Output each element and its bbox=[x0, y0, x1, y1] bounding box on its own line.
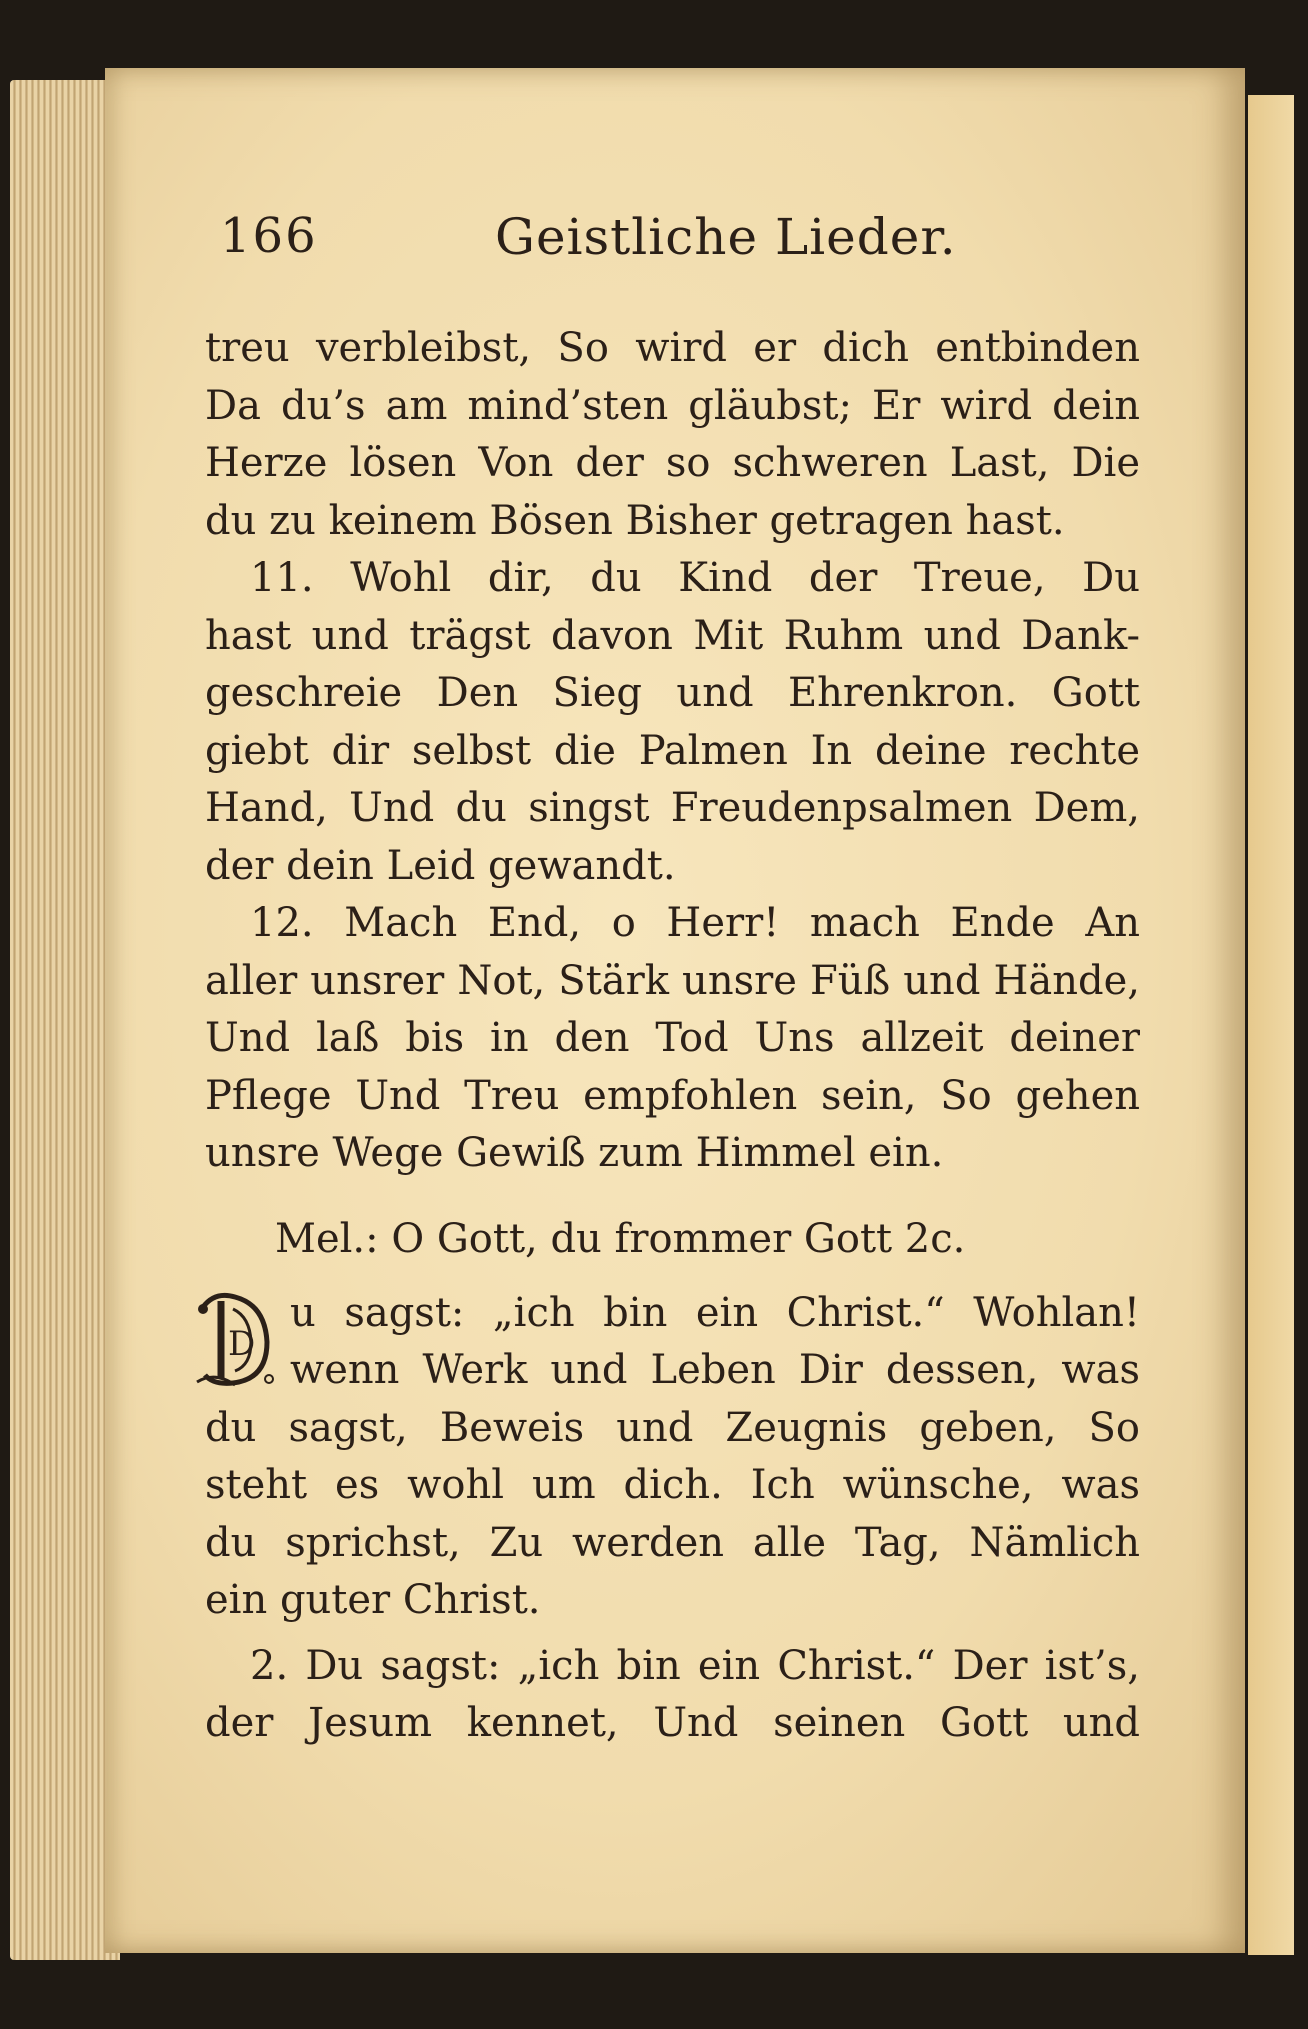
ornamental-initial-icon bbox=[195, 1287, 280, 1392]
text-line: Hand, Und du singst Freudenpsalmen Dem, bbox=[205, 785, 1140, 831]
text-line: giebt dir selbst die Palmen In deine rechte bbox=[205, 727, 1140, 774]
text-line: unsre Wege Gewiß zum Himmel ein. bbox=[205, 1130, 944, 1176]
page-header bbox=[220, 208, 1120, 278]
text-line: 2. Du sagst: „ich bin ein Christ.“ Der ist’s, bbox=[250, 1642, 1140, 1689]
text-line: Und laß bis in den Tod Uns allzeit deiner bbox=[205, 1015, 1140, 1061]
text-line: der Jesum kennet, Und seinen Gott und bbox=[205, 1700, 1140, 1746]
text-line: hast und trägst davon Mit Ruhm und Dank- bbox=[205, 612, 1140, 659]
text-line: wenn Werk und Leben Dir dessen, was bbox=[290, 1347, 1140, 1393]
text-line: Da du’s am mind’sten gläubst; Er wird dein bbox=[205, 382, 1140, 429]
svg-text:D: D bbox=[228, 1323, 256, 1364]
text-line: der dein Leid gewandt. bbox=[205, 842, 676, 889]
text-line: du sprichst, Zu werden alle Tag, Nämlich bbox=[205, 1519, 1140, 1566]
text-line: geschreie Den Sieg und Ehrenkron. Gott bbox=[205, 670, 1140, 716]
running-title: Geistliche Lieder. bbox=[495, 208, 957, 266]
text-line: Herze lösen Von der so schweren Last, Die bbox=[205, 440, 1140, 486]
text-line: 12. Mach End, o Herr! mach Ende An bbox=[250, 900, 1140, 946]
text-line: du sagst, Beweis und Zeugnis geben, So bbox=[205, 1404, 1140, 1451]
stanza-12 bbox=[205, 895, 1140, 1183]
stanza-2 bbox=[205, 1638, 1140, 1753]
text-line: steht es wohl um dich. Ich wünsche, was bbox=[205, 1462, 1140, 1508]
stanza-10-end bbox=[205, 320, 1140, 550]
page-edges bbox=[10, 80, 120, 1960]
text-line: 11. Wohl dir, du Kind der Treue, Du bbox=[250, 555, 1140, 601]
text-line: aller unsrer Not, Stärk unsre Füß und Hände, bbox=[205, 957, 1140, 1004]
facing-page-edge bbox=[1248, 95, 1294, 1955]
new-hymn bbox=[205, 1285, 1140, 1630]
melody-indication: Mel.: O Gott, du frommer Gott 2c. bbox=[275, 1215, 966, 1262]
text-line: Pflege Und Treu empfohlen sein, So gehen bbox=[205, 1072, 1140, 1119]
text-line: ein guter Christ. bbox=[205, 1577, 541, 1623]
page-text bbox=[205, 320, 1140, 1753]
stanza-11 bbox=[205, 550, 1140, 895]
text-line: du zu keinem Bösen Bisher getragen hast. bbox=[205, 497, 1065, 544]
text-line: treu verbleibst, So wird er dich entbinden bbox=[205, 325, 1140, 371]
page-number: 166 bbox=[220, 208, 318, 264]
drop-cap bbox=[195, 1287, 280, 1392]
text-line: u sagst: „ich bin ein Christ.“ Wohlan! bbox=[290, 1289, 1140, 1336]
